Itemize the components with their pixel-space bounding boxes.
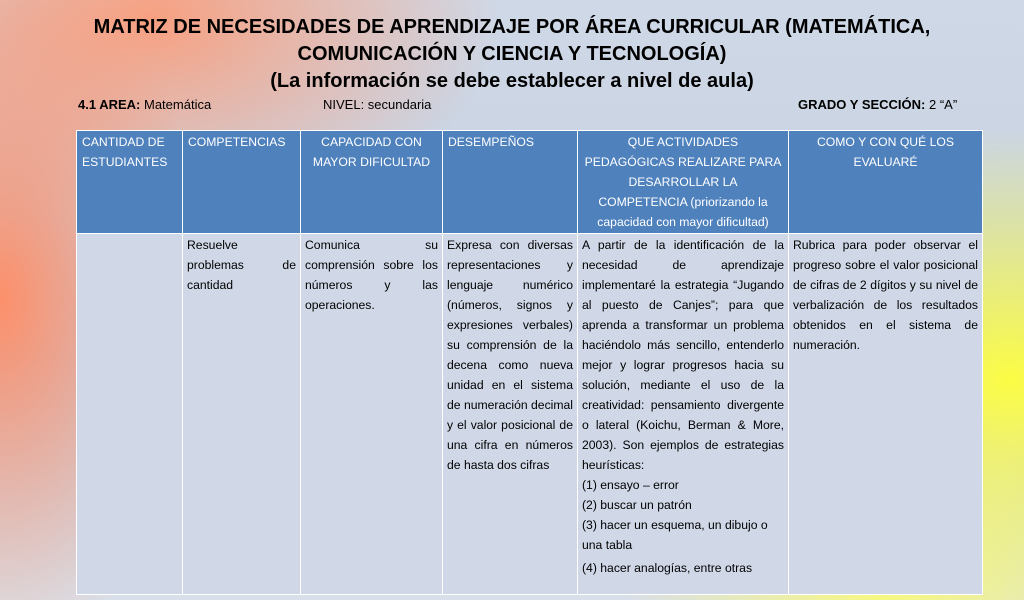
col-header-competencias: COMPETENCIAS: [183, 131, 301, 234]
title-line-2: COMUNICACIÓN Y CIENCIA Y TECNOLOGÍA): [297, 43, 727, 65]
grado-value: 2 “A”: [929, 97, 958, 112]
table-header-row: [77, 131, 983, 234]
cell-desempeno: Expresa con diversas representaciones y lenguaje numérico (números, signos y expresiones verbales) su comprensión de la decena como nueva unidad en el sistema de numeración decimal y el valor posicional de una cifra en números de hasta dos cifras: [443, 234, 578, 595]
cell-evaluacion: Rubrica para poder observar el progreso sobre el valor posicional de cifras de 2 dígitos y su nivel de verbalización de los resultados obtenidos en el sistema de numeración.: [789, 234, 983, 595]
area-value: Matemática: [144, 97, 212, 112]
nivel-info: NIVEL: secundaria: [323, 97, 432, 112]
grado-info: [798, 97, 957, 112]
actividades-text: A partir de la identificación de la necesidad de aprendizaje implementaré la estrategia “Jugando al puesto de Canjes”; para que aprenda a transformar un problema haciéndolo más sencillo, entenderlo mejor y lograr progresos hacia su solución, mediante el uso de la creatividad: pensamiento divergente o lateral (Koichu, Berman & More, 2003). Son ejemplos de estrategias heurísticas:: [582, 238, 784, 472]
col-header-desempenos: DESEMPEÑOS: [443, 131, 578, 234]
cell-capacidad: Comunica su comprensión sobre los números y las operaciones.: [301, 234, 443, 595]
table-row: [77, 234, 983, 595]
col-header-evaluacion: COMO Y CON QUÉ LOS EVALUARÉ: [789, 131, 983, 234]
area-info: [78, 97, 211, 112]
title-line-3: (La información se debe establecer a nivel de aula): [270, 70, 754, 92]
actividades-item: (3) hacer un esquema, un dibujo o una tabla: [582, 518, 768, 552]
actividades-item: (4) hacer analogías, entre otras: [582, 561, 753, 575]
grado-label: GRADO Y SECCIÓN:: [798, 97, 926, 112]
cell-competencia: Resuelve problemas de cantidad: [183, 234, 301, 595]
col-header-capacidad: CAPACIDAD CON MAYOR DIFICULTAD: [301, 131, 443, 234]
actividades-item: (2) buscar un patrón: [582, 498, 692, 512]
cell-actividades: [578, 234, 789, 595]
actividades-item: (1) ensayo – error: [582, 478, 679, 492]
title-line-1: MATRIZ DE NECESIDADES DE APRENDIZAJE POR ÁREA CURRICULAR (MATEMÁTICA,: [93, 16, 931, 38]
area-label: 4.1 AREA:: [78, 97, 141, 112]
col-header-actividades: QUE ACTIVIDADES PEDAGÓGICAS REALIZARE PARA DESARROLLAR LA COMPETENCIA (priorizando la capacidad con mayor dificultad): [578, 131, 789, 234]
needs-matrix-table: [76, 130, 983, 595]
cell-cantidad: [77, 234, 183, 595]
page-title: [60, 14, 964, 95]
col-header-cantidad: CANTIDAD DE ESTUDIANTES: [77, 131, 183, 234]
